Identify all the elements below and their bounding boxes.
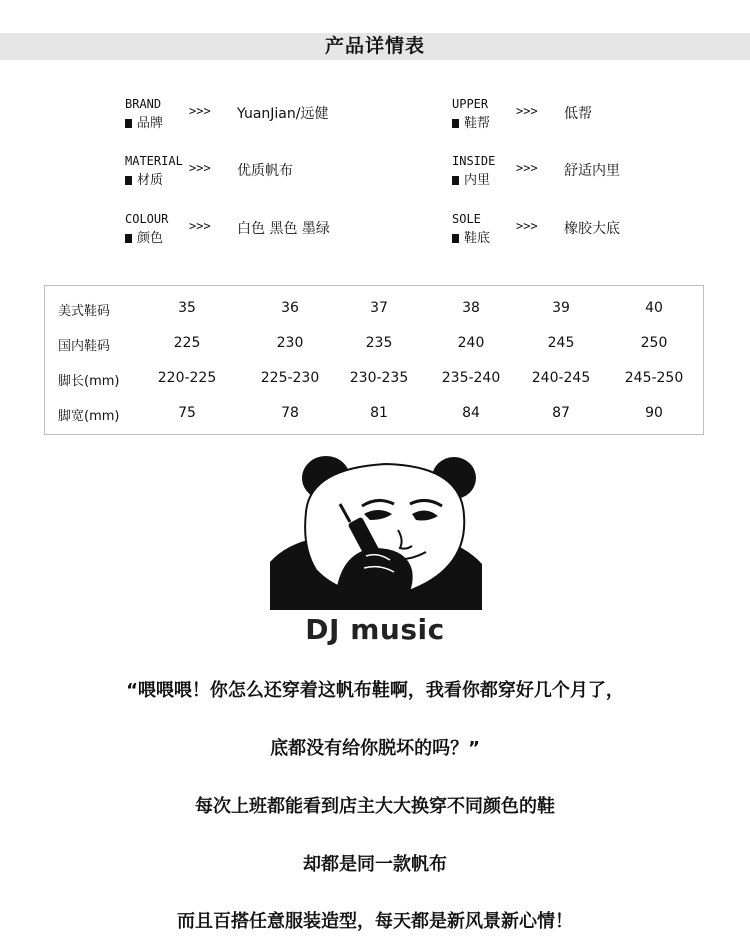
table-cell: 235 [365,335,393,351]
table-cell: 245-250 [624,370,684,386]
square-bullet-icon [452,119,459,128]
square-bullet-icon [452,234,459,243]
attr-arrow: >>> [189,219,211,233]
story-line-1: “喂喂喂！你怎么还穿着这帆布鞋啊，我看你都穿好几个月了， [126,680,624,701]
square-bullet-icon [452,176,459,185]
attr-label-cn: 颜色 [125,227,163,246]
attr-value: 优质帆布 [237,163,293,179]
table-cell: 38 [462,300,480,316]
table-row [45,333,703,353]
attr-arrow: >>> [516,104,538,118]
story-line-3: 每次上班都能看到店主大大换穿不同颜色的鞋 [195,796,555,817]
square-bullet-icon [125,234,132,243]
attr-value: YuanJian/远健 [237,106,329,122]
title-bar [0,33,750,60]
table-cell: 81 [370,405,388,421]
table-cell: 230-235 [349,370,409,386]
attr-value: 低帮 [564,106,592,122]
table-cell: 78 [281,405,299,421]
attr-arrow: >>> [516,161,538,175]
table-cell: 250 [640,335,668,351]
attr-label-cn: 鞋帮 [452,112,490,131]
attr-label-cn: 内里 [452,169,490,188]
row-label: 脚长(mm) [58,374,120,389]
attr-arrow: >>> [189,104,211,118]
square-bullet-icon [125,176,132,185]
table-cell: 87 [552,405,570,421]
attr-label-en: COLOUR [125,212,169,226]
table-cell: 240 [457,335,485,351]
table-cell: 220-225 [157,370,217,386]
table-cell: 90 [645,405,663,421]
row-label: 美式鞋码 [58,304,111,319]
table-cell: 240-245 [531,370,591,386]
table-cell: 230 [276,335,304,351]
table-row [45,368,703,388]
size-table [44,285,704,435]
panda-meme-image [266,452,486,614]
attr-value: 橡胶大底 [564,221,620,237]
attr-label-cn: 品牌 [125,112,163,131]
table-cell: 75 [178,405,196,421]
attr-arrow: >>> [516,219,538,233]
table-cell: 36 [281,300,299,316]
attr-arrow: >>> [189,161,211,175]
table-cell: 245 [547,335,575,351]
story-line-4: 却都是同一款帆布 [303,854,447,875]
row-label: 脚宽(mm) [58,409,120,424]
table-cell: 225 [173,335,201,351]
table-cell: 225-230 [260,370,320,386]
table-row [45,403,703,423]
table-cell: 235-240 [441,370,501,386]
attr-value: 白色 黑色 墨绿 [237,221,330,237]
meme-caption: DJ music [305,613,445,646]
attr-label-en: INSIDE [452,154,496,168]
attr-label-en: SOLE [452,212,481,226]
story-line-2: 底都没有给你脱坏的吗？” [270,738,480,759]
table-row [45,298,703,318]
attr-label-cn: 鞋底 [452,227,490,246]
table-cell: 40 [645,300,663,316]
attr-label-en: BRAND [125,97,162,111]
row-label: 国内鞋码 [58,339,111,354]
table-cell: 84 [462,405,480,421]
table-cell: 39 [552,300,570,316]
square-bullet-icon [125,119,132,128]
attr-label-cn: 材质 [125,169,163,188]
attr-label-en: MATERIAL [125,154,183,168]
attr-value: 舒适内里 [564,163,620,179]
table-cell: 35 [178,300,196,316]
attr-label-en: UPPER [452,97,489,111]
page-title: 产品详情表 [324,35,425,57]
table-cell: 37 [370,300,388,316]
story-line-5: 而且百搭任意服装造型，每天都是新风景新心情！ [177,911,573,932]
